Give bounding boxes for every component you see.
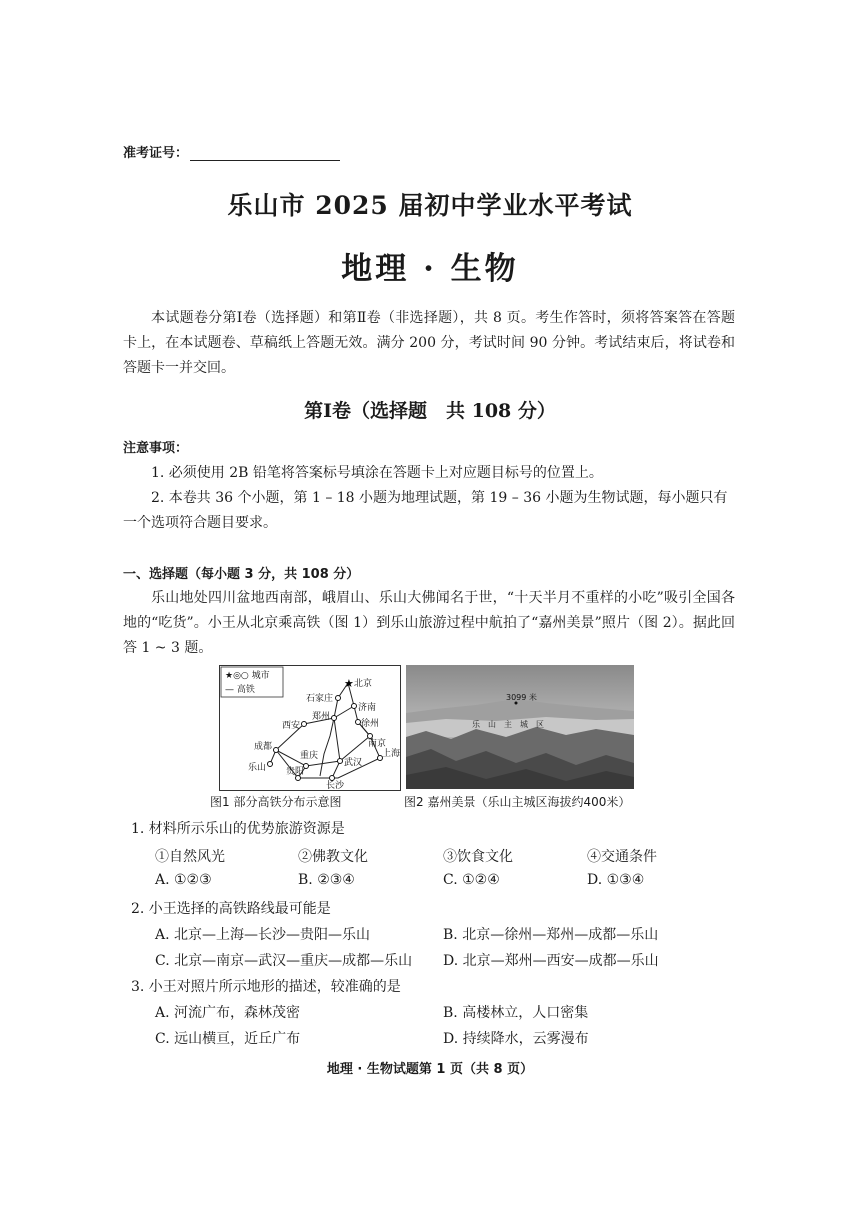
landscape-photo-svg [406, 665, 634, 789]
question-stem: 2. 小王选择的高铁路线最可能是 [131, 901, 331, 917]
city-label: 北京 [354, 679, 373, 689]
figure1-caption: 图1 部分高铁分布示意图 [210, 795, 342, 809]
beijing-star-icon: ★ [344, 677, 354, 690]
answer-option: A. 河流广布，森林茂密 [155, 1005, 301, 1021]
city-label: 徐州 [361, 719, 380, 729]
city-label: 石家庄 [306, 694, 334, 704]
city-labels [248, 677, 400, 790]
answer-option: D. 持续降水，云雾漫布 [443, 1031, 589, 1047]
answer-option: C. ①②④ [443, 872, 500, 888]
question-stem: 1. 材料所示乐山的优势旅游资源是 [131, 821, 345, 837]
city-label: 西安 [282, 721, 301, 731]
peak-elevation-label: 3099 米 [506, 693, 537, 702]
rail-map [220, 666, 400, 790]
city-label: 上海 [382, 749, 400, 759]
exam-title: 乐山市 2025 届初中学业水平考试 [227, 191, 633, 220]
section-title: 第Ⅰ卷（选择题 共 108 分） [304, 400, 556, 422]
subject-title: 地理 · 生物 [341, 251, 519, 287]
answer-option: B. 高楼林立，人口密集 [443, 1005, 589, 1021]
answer-option: C. 远山横亘，近丘广布 [155, 1031, 301, 1047]
page-footer: 地理 · 生物试题第 1 页（共 8 页） [326, 1062, 534, 1077]
legend-city: ★◎○ 城市 [225, 671, 270, 681]
city-label: 郑州 [312, 712, 331, 722]
city-label: 南京 [368, 739, 387, 749]
city-label: 武汉 [344, 758, 363, 768]
exam-id-blank [190, 146, 340, 161]
city-label: 长沙 [326, 781, 345, 790]
answer-option: B. 北京—徐州—郑州—成都—乐山 [443, 927, 659, 943]
landscape-photo [406, 665, 634, 789]
sub-option: ①自然风光 [155, 849, 225, 865]
city-area-label: 乐 山 主 城 区 [472, 720, 544, 729]
question-stem: 3. 小王对照片所示地形的描述，较准确的是 [131, 979, 401, 995]
city-label: 贵阳 [286, 767, 305, 777]
sub-option: ④交通条件 [587, 849, 657, 865]
answer-option: D. ①③④ [587, 872, 645, 888]
notes-heading: 注意事项： [123, 441, 189, 456]
city-label: 重庆 [300, 751, 319, 761]
answer-option: A. ①②③ [155, 872, 212, 888]
sub-option: ③饮食文化 [443, 849, 513, 865]
figure2-caption: 图2 嘉州美景（乐山主城区海拔约400米） [404, 795, 631, 809]
legend-rail: — 高铁 [225, 685, 255, 695]
answer-option: B. ②③④ [298, 872, 355, 888]
answer-option: A. 北京—上海—长沙—贵阳—乐山 [155, 927, 371, 943]
sub-option: ②佛教文化 [298, 849, 368, 865]
exam-id-field [123, 142, 340, 161]
answer-option: D. 北京—郑州—西安—成都—乐山 [443, 953, 659, 969]
exam-id-label: 准考证号： [123, 146, 189, 161]
city-label: 济南 [358, 703, 377, 713]
note-item: 2. 本卷共 36 个小题，第 1 – 18 小题为地理试题，第 19 – 36 小题为生物试题，每小题只有一个选项符合题目要求。 [123, 490, 728, 531]
city-label: 成都 [254, 742, 273, 752]
note-item: 1. 必须使用 2B 铅笔将答案标号填涂在答题卡上对应题目标号的位置上。 [151, 465, 603, 481]
part-heading: 一、选择题（每小题 3 分，共 108 分） [123, 567, 360, 582]
city-label: 乐山 [248, 763, 267, 773]
passage: 乐山地处四川盆地西南部，峨眉山、乐山大佛闻名于世，“十天半月不重样的小吃”吸引全国各地的“吃货”。小王从北京乘高铁（图 1）到乐山旅游过程中航拍了“嘉州美景”照片（图 2）。据此回答 1 ~ 3 题。 [123, 590, 735, 656]
intro-paragraph: 本试题卷分第Ⅰ卷（选择题）和第Ⅱ卷（非选择题），共 8 页。考生作答时，须将答案答在答题卡上，在本试题卷、草稿纸上答题无效。满分 200 分，考试时间 90 分钟。考试结束后，将试卷和答题卡一并交回。 [123, 310, 735, 376]
rail-map-figure [219, 665, 401, 791]
answer-option: C. 北京—南京—武汉—重庆—成都—乐山 [155, 953, 413, 969]
